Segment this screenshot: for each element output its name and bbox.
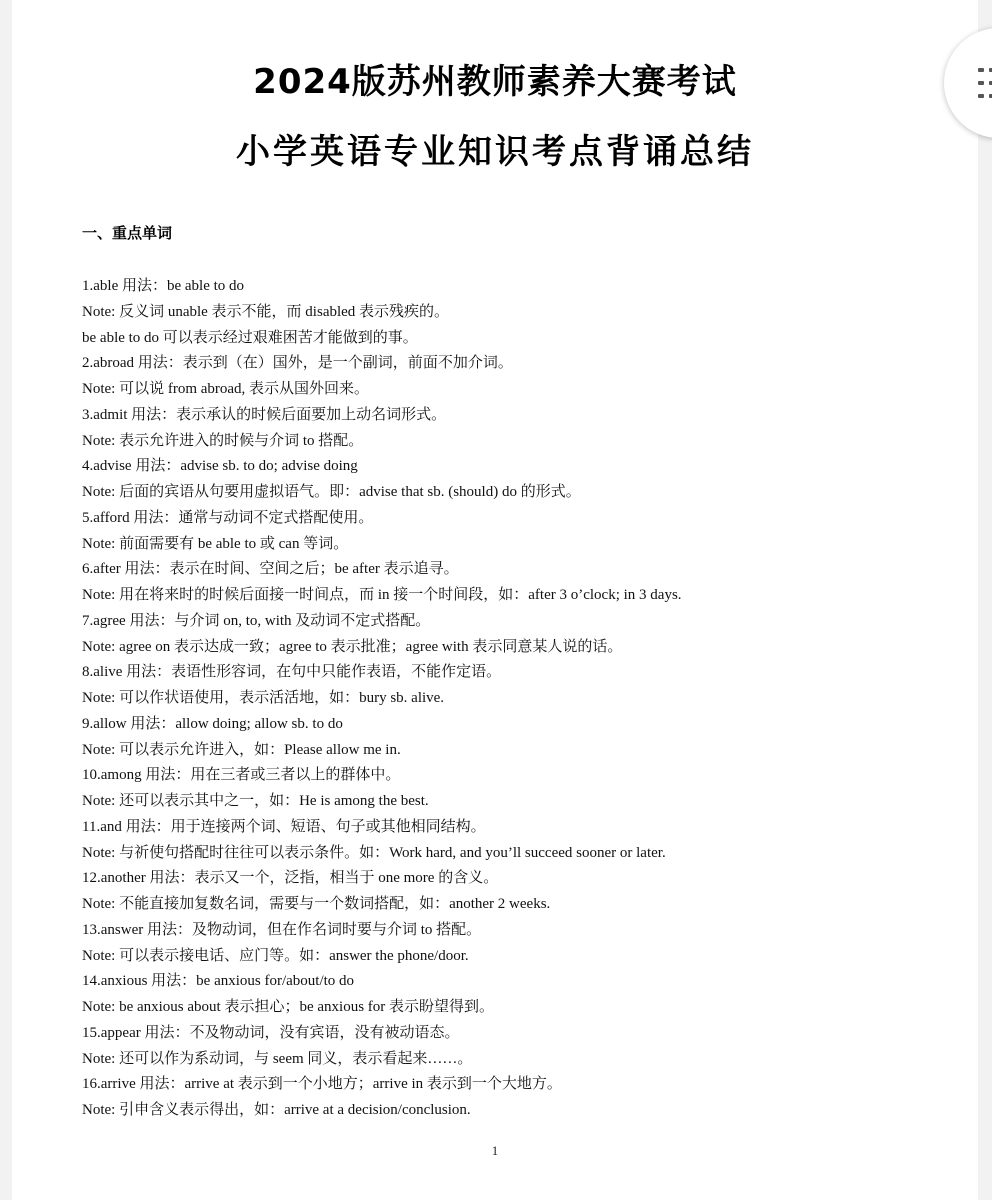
text-line: Note: 与祈使句搭配时往往可以表示条件。如：Work hard, and you’ll succeed sooner or later.: [82, 844, 666, 861]
text-line: 1.able 用法：be able to do: [82, 278, 245, 294]
text-line: Note: 还可以表示其中之一，如：He is among the best.: [82, 793, 429, 809]
text-line: 9.allow 用法：allow doing; allow sb. to do: [82, 715, 343, 732]
text-line: Note: 还可以作为系动词，与 seem 同义，表示看起来……。: [82, 1050, 473, 1067]
text-line: Note: 可以说 from abroad, 表示从国外回来。: [82, 381, 370, 397]
text-line: 13.answer 用法：及物动词，但在作名词时要与介词 to 搭配。: [82, 921, 482, 938]
text-line: Note: 不能直接加复数名词，需要与一个数词搭配，如：another 2 weeks.: [82, 896, 551, 912]
text-line: Note: 前面需要有 be able to 或 can 等词。: [82, 535, 349, 552]
text-line: Note: 用在将来时的时候后面接一时间点，而 in 接一个时间段，如：after 3 o’clock; in 3 days.: [82, 587, 682, 603]
document-title: 2024版苏州教师素养大赛考试: [253, 62, 737, 102]
section-heading: 一、重点单词: [82, 224, 173, 242]
text-line: 2.abroad 用法：表示到（在）国外，是一个副词，前面不加介词。: [82, 355, 513, 372]
text-line: Note: agree on 表示达成一致；agree to 表示批准；agree with 表示同意某人说的话。: [82, 638, 623, 655]
text-line: Note: 后面的宾语从句要用虚拟语气。即：advise that sb. (should) do 的形式。: [82, 484, 581, 500]
text-line: Note: 引申含义表示得出，如：arrive at a decision/conclusion.: [82, 1102, 471, 1118]
text-line: 3.admit 用法：表示承认的时候后面要加上动名词形式。: [82, 406, 447, 423]
text-line: 11.and 用法：用于连接两个词、短语、句子或其他相同结构。: [82, 818, 486, 835]
page-number: 1: [491, 1143, 499, 1158]
document-page: [12, 0, 978, 1200]
text-line: 12.another 用法：表示又一个，泛指，相当于 one more 的含义。: [82, 870, 499, 887]
text-line: Note: be anxious about 表示担心；be anxious for 表示盼望得到。: [82, 999, 495, 1015]
document-body: [82, 274, 962, 1124]
text-line: 7.agree 用法：与介词 on, to, with 及动词不定式搭配。: [82, 612, 431, 629]
text-line: Note: 表示允许进入的时候与介词 to 搭配。: [82, 432, 364, 449]
text-line: Note: 可以作状语使用，表示活活地，如：bury sb. alive.: [82, 690, 445, 706]
text-line: be able to do 可以表示经过艰难困苦才能做到的事。: [82, 329, 418, 346]
text-line: Note: 可以表示接电话、应门等。如：answer the phone/door.: [82, 947, 469, 964]
text-line: 16.arrive 用法：arrive at 表示到一个小地方；arrive in 表示到一个大地方。: [82, 1076, 562, 1093]
text-line: 5.afford 用法：通常与动词不定式搭配使用。: [82, 509, 374, 526]
text-line: 4.advise 用法：advise sb. to do; advise doing: [82, 458, 358, 475]
text-line: 8.alive 用法：表语性形容词，在句中只能作表语，不能作定语。: [82, 664, 502, 681]
text-line: 15.appear 用法：不及物动词，没有宾语，没有被动语态。: [82, 1024, 460, 1041]
text-line: 10.among 用法：用在三者或三者以上的群体中。: [82, 767, 401, 784]
text-line: 6.after 用法：表示在时间、空间之后；be after 表示追寻。: [82, 561, 459, 578]
text-line: Note: 反义词 unable 表示不能，而 disabled 表示残疾的。: [82, 303, 450, 320]
text-line: Note: 可以表示允许进入，如：Please allow me in.: [82, 741, 401, 758]
document-subtitle: 小学英语专业知识考点背诵总结: [236, 132, 754, 172]
text-line: 14.anxious 用法：be anxious for/about/to do: [82, 973, 355, 990]
